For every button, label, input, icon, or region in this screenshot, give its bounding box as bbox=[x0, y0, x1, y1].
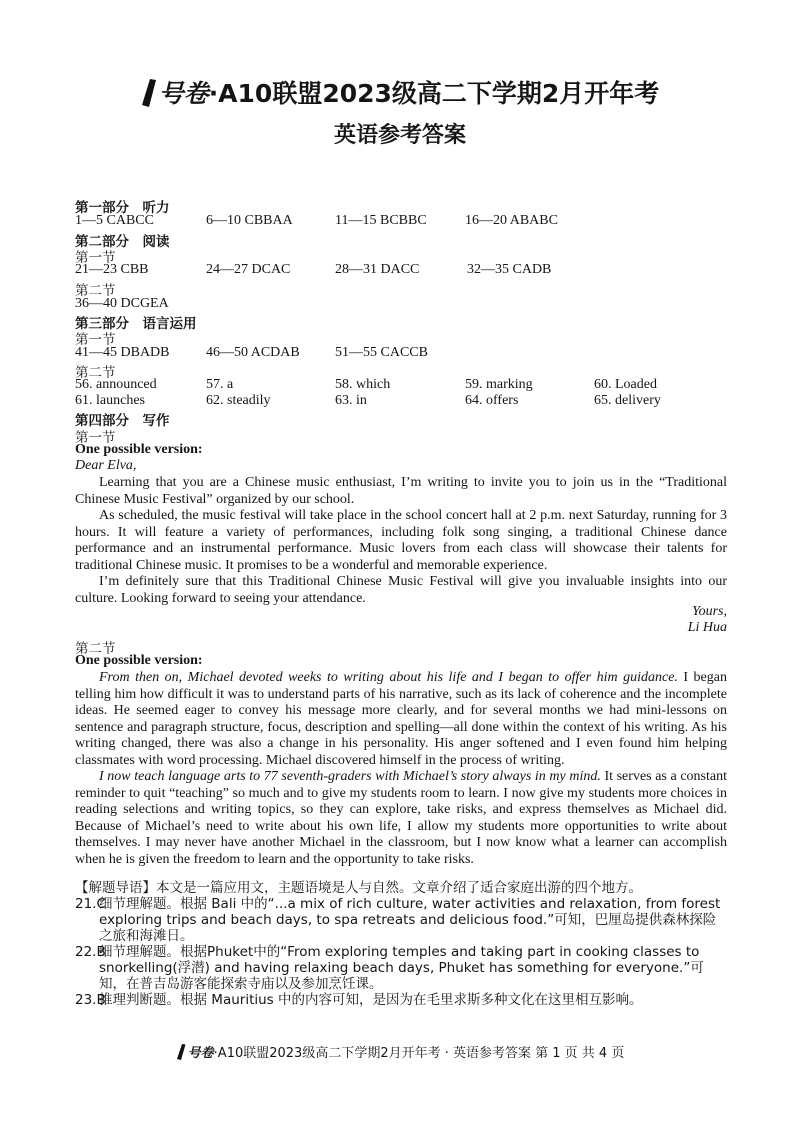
item-text: 细节理解题。根据 Bali 中的“...a mix of rich culture, water activities and relaxation, from forest exploring trips and beach days, to spa retreats and delicious food.”可知，巴厘岛提供森林探险之旅和海滩日。 bbox=[99, 896, 721, 944]
brand-logo-icon bbox=[141, 78, 157, 115]
letter-closing: Yours, bbox=[692, 604, 727, 619]
brand-logo-icon bbox=[176, 1043, 186, 1065]
answer-item: 64. offers bbox=[465, 393, 519, 408]
explanation-item bbox=[75, 896, 727, 944]
letter-paragraph: Learning that you are a Chinese music enthusiast, I’m writing to invite you to join us in the “Traditional Chinese Music Festival” organized by our school. bbox=[75, 475, 727, 507]
letter-paragraph: I’m definitely sure that this Traditional Chinese Music Festival will give you invaluable insights into our culture. Looking forward to seeing your attendance. bbox=[75, 574, 727, 606]
part2-sec2-label: 第二节 bbox=[75, 283, 116, 299]
answer-item: 61. launches bbox=[75, 393, 145, 408]
answer-item: 63. in bbox=[335, 393, 367, 408]
answer-group: 6—10 CBBAA bbox=[206, 213, 293, 228]
part3-sec1-label: 第一节 bbox=[75, 332, 116, 348]
answer-group: 16—20 ABABC bbox=[465, 213, 558, 228]
answer-item: 62. steadily bbox=[206, 393, 271, 408]
essay-first-sentence: I now teach language arts to 77 seventh-graders with Michael’s story always in my mind. bbox=[99, 769, 601, 784]
part3-sec2-label: 第二节 bbox=[75, 365, 116, 381]
answer-group: 21—23 CBB bbox=[75, 262, 149, 277]
answer-item: 56. announced bbox=[75, 377, 157, 392]
answer-item: 60. Loaded bbox=[594, 377, 657, 392]
footer-logo-text: 号卷 bbox=[187, 1046, 214, 1061]
version-label: One possible version: bbox=[75, 442, 203, 457]
answer-item: 65. delivery bbox=[594, 393, 661, 408]
page-title bbox=[0, 74, 800, 115]
essay-paragraph bbox=[75, 769, 727, 868]
part1-heading: 第一部分 听力 bbox=[75, 200, 170, 216]
letter-body bbox=[75, 475, 727, 607]
answer-group: 32—35 CADB bbox=[467, 262, 552, 277]
answer-item: 57. a bbox=[206, 377, 234, 392]
part4-sec2-label: 第二节 bbox=[75, 641, 116, 657]
explanation-item bbox=[75, 992, 727, 1008]
version-label: One possible version: bbox=[75, 653, 203, 668]
essay-first-sentence: From then on, Michael devoted weeks to writing about his life and I began to offer him guidance. bbox=[99, 670, 678, 685]
essay-text: It serves as a constant reminder to quit “teaching” so much and to give my students room to learn. I now give my students more choices in reading selections and writing topics, so they can explore, take risks, and express themselves as Michael did. Because of Michael’s need to write about his own life, I allow my students more opportunities to write about themselves. I may never have another Michael in the classroom, but I now know what a learner can accomplish when he is given the freedom to learn and the opportunity to take risks. bbox=[75, 769, 727, 867]
answer-group: 41—45 DBADB bbox=[75, 345, 170, 360]
letter-greeting: Dear Elva, bbox=[75, 458, 137, 473]
essay-paragraph bbox=[75, 670, 727, 769]
continuation-essay bbox=[75, 670, 727, 868]
brand-logo-text: 号卷 bbox=[158, 79, 209, 108]
answer-group: 1—5 CABCC bbox=[75, 213, 154, 228]
answer-group: 24—27 DCAC bbox=[206, 262, 291, 277]
guide-text: 【解题导语】本文是一篇应用文，主题语境是人与自然。文章介绍了适合家庭出游的四个地方。 bbox=[75, 880, 642, 896]
item-text: 推理判断题。根据 Mauritius 中的内容可知，是因为在毛里求斯多种文化在这里相互影响。 bbox=[99, 992, 643, 1008]
item-number: 21.C bbox=[75, 896, 106, 912]
answer-group: 28—31 DACC bbox=[335, 262, 420, 277]
answer-group: 36—40 DCGEA bbox=[75, 296, 169, 311]
answer-item: 59. marking bbox=[465, 377, 533, 392]
letter-paragraph: As scheduled, the music festival will take place in the school concert hall at 2 p.m. next Saturday, running for 3 hours. It will feature a variety of performances, including folk song singing, a traditional Chinese dance performance and an instrumental performance. Music lovers from each class will showcase their talents for traditional Chinese music. It promises to be a wonderful and memorable experience. bbox=[75, 508, 727, 573]
answer-group: 11—15 BCBBC bbox=[335, 213, 427, 228]
part4-heading: 第四部分 写作 bbox=[75, 413, 170, 429]
answer-explanations bbox=[75, 880, 727, 1008]
answer-item: 58. which bbox=[335, 377, 391, 392]
explanation-item bbox=[75, 944, 727, 992]
item-text: 细节理解题。根据Phuket中的“From exploring temples and taking part in cooking classes to snorkelling(浮潜) and having relaxing beach days, Phuket has something for everyone.”可知，在普吉岛游客能探索寺庙以及参加烹饪课。 bbox=[99, 944, 704, 992]
page-footer bbox=[0, 1042, 800, 1065]
footer-text: ·A10联盟2023级高二下学期2月开年考 · 英语参考答案 第 1 页 共 4 页 bbox=[213, 1046, 625, 1061]
item-number: 23.B bbox=[75, 992, 106, 1008]
letter-signature: Li Hua bbox=[687, 620, 727, 635]
part2-sec1-label: 第一节 bbox=[75, 250, 116, 266]
essay-text: I began telling him how difficult it was to understand parts of his narrative, such as its lack of coherence and the incomplete ideas. He seemed eager to convey his message more clearly, and for several months we had mini-lessons on sentence and paragraph structure, focus, description and spelling—all done within the context of his writing. As his writing changed, there was also a change in his personality. His anger softened and I even found him helping classmates with word processing. Michael discovered himself in the process of writing. bbox=[75, 670, 727, 768]
part4-sec1-label: 第一节 bbox=[75, 430, 116, 446]
answer-group: 51—55 CACCB bbox=[335, 345, 428, 360]
title-text: ·A10联盟2023级高二下学期2月开年考 bbox=[208, 79, 660, 108]
page-subtitle: 英语参考答案 bbox=[333, 123, 466, 148]
part3-heading: 第三部分 语言运用 bbox=[75, 316, 197, 332]
part2-heading: 第二部分 阅读 bbox=[75, 234, 170, 250]
answer-group: 46—50 ACDAB bbox=[206, 345, 300, 360]
item-number: 22.B bbox=[75, 944, 106, 960]
